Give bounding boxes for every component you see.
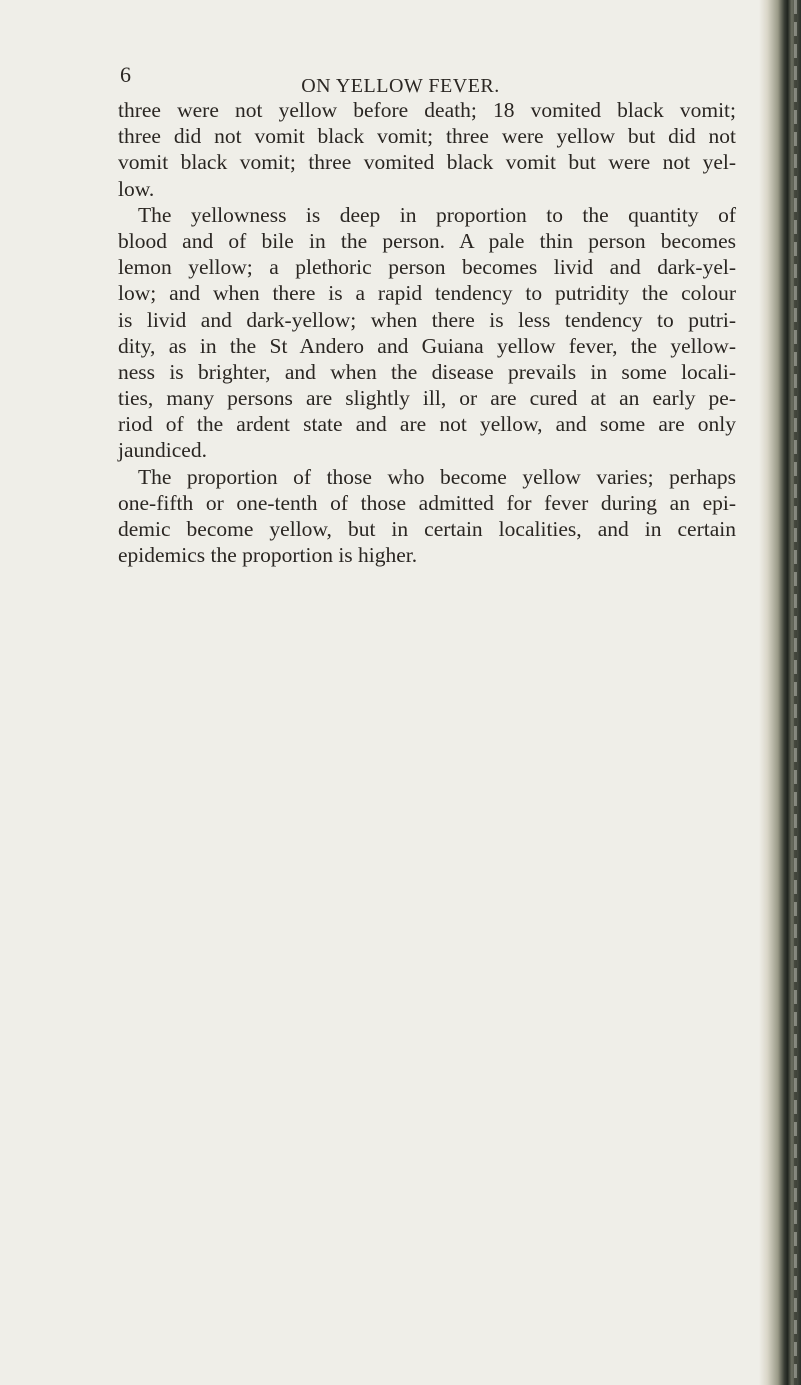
text-line: demic become yellow, but in certain localities, and in certain (118, 517, 736, 541)
running-title: ON YELLOW FEVER. (301, 75, 500, 97)
text-line: blood and of bile in the person. A pale thin person becomes (118, 228, 736, 253)
text-line: vomit black vomit; three vomited black vomit but were not yel- (118, 150, 736, 175)
text-line: dity, as in the St Andero and Guiana yellow fever, the yellow- (118, 333, 736, 358)
text-line: The yellowness is deep in proportion to the quantity of (138, 202, 736, 227)
binding-texture (794, 0, 797, 1385)
text-line: lemon yellow; a plethoric person becomes livid and dark-yel- (118, 255, 736, 280)
text-line: low; and when there is a rapid tendency to putridity the colour (118, 281, 736, 306)
text-line: ties, many persons are slightly ill, or are cured at an early pe- (118, 386, 736, 411)
body-text (118, 97, 736, 568)
text-line: low. (118, 176, 155, 201)
text-line: three were not yellow before death; 18 vomited black vomit; (118, 98, 736, 122)
page-number: 6 (120, 62, 131, 87)
text-line: is livid and dark-yellow; when there is less tendency to putri- (118, 307, 736, 332)
text-line: one-fifth or one-tenth of those admitted for fever during an epi- (118, 490, 736, 515)
text-line: The proportion of those who become yellow varies; perhaps (138, 464, 736, 489)
text-line: ness is brighter, and when the disease prevails in some locali- (118, 359, 736, 384)
text-line: riod of the ardent state and are not yellow, and some are only (118, 412, 736, 437)
text-line: jaundiced. (118, 438, 207, 463)
text-line: three did not vomit black vomit; three were yellow but did not (118, 124, 736, 149)
text-line: epidemics the proportion is higher. (118, 543, 418, 568)
